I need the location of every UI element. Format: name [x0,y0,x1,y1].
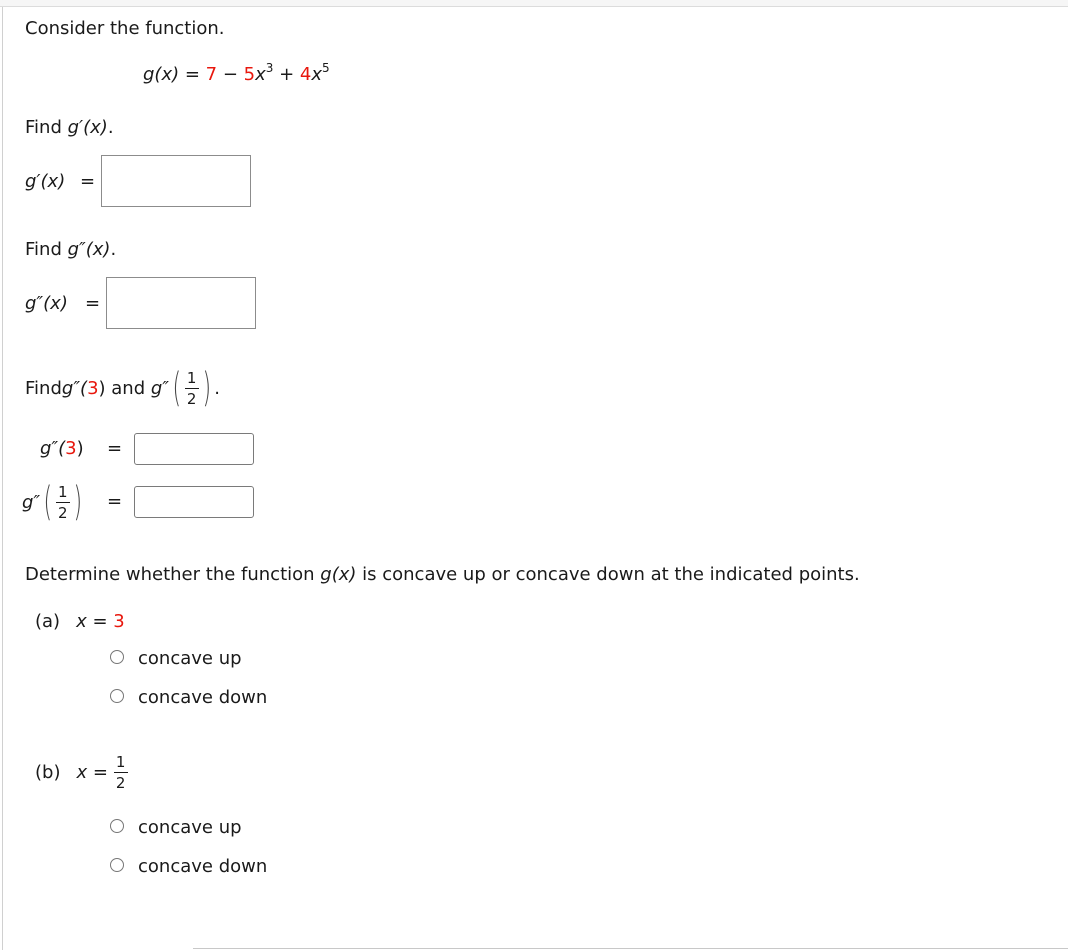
q3-prompt [25,366,220,410]
q3-period: . [214,377,220,399]
q2-prompt-math: g″(x) [67,239,111,260]
first-derivative-input[interactable] [101,155,251,207]
q2-prompt-text: Find [25,239,68,260]
q3-row1-label [40,438,84,459]
q3-row1-equals: = [107,438,123,459]
fraction-one-half [56,484,70,521]
numerator: 1 [57,482,68,501]
part-b-concave-up-radio[interactable] [110,819,124,833]
q1-prompt [25,117,114,138]
q2-label: g″(x) [25,293,68,314]
part-b-letter: (b) [35,761,61,783]
value-3: 3 [113,611,125,632]
part-a-label [35,611,125,632]
close-paren: ) [76,438,84,459]
q1-prompt-text: Find [25,117,68,138]
var-x: x [76,611,87,632]
equals-sign: = [87,761,114,783]
q3-g-double-prime: g″( [61,377,88,399]
right-paren: ) [202,365,211,411]
q3-row2-equals: = [107,491,123,512]
q3-prompt-text: Find [25,377,62,399]
q2-prompt-period: . [110,239,117,260]
plus-sign: + [273,64,300,85]
q2-prompt [25,239,116,260]
part-b-concave-down-radio[interactable] [110,858,124,872]
minus-sign: − [217,64,244,85]
q1-prompt-period: . [107,117,114,138]
part-b-label [35,752,128,792]
q1-equals: = [80,171,96,192]
q3-g-double-prime-2: g″ [150,377,170,399]
numerator: 1 [115,752,126,771]
left-paren: ( [172,365,182,411]
coef-constant: 7 [205,64,218,85]
coef-quintic: 4 [299,64,312,85]
function-lhs: g(x) [143,64,180,85]
coef-cubic: 5 [243,64,256,85]
var-x: x [76,761,88,783]
fraction-one-half [114,754,128,791]
q4-prompt-text-end: is concave up or concave down at the indicated points. [356,564,860,585]
denominator: 2 [57,503,68,522]
top-bar [0,0,1068,7]
part-b-concave-down-label[interactable]: concave down [138,856,268,877]
q3-close-paren: ) [98,377,106,399]
q3-row2-label [22,480,85,524]
function-definition [143,61,330,85]
part-a-letter: (a) [35,611,61,632]
left-paren: ( [43,479,53,525]
right-paren: ) [73,479,82,525]
q1-label: g′(x) [25,171,66,192]
denominator: 2 [186,389,197,408]
q3-and: and [105,377,151,399]
left-border [2,7,3,950]
q4-prompt-math: g(x) [320,564,357,585]
part-a-concave-down-radio[interactable] [110,689,124,703]
g-double-prime-at-3-input[interactable] [134,433,254,465]
exponent-3: 3 [265,61,274,75]
bottom-border [193,948,1068,949]
fraction-one-half [185,370,199,407]
q4-prompt-text: Determine whether the function [25,564,321,585]
q1-prompt-math: g′(x) [67,117,108,138]
var-x: x [255,64,266,85]
value-3: 3 [65,438,77,459]
second-derivative-input[interactable] [106,277,256,329]
equals-sign: = [179,64,206,85]
exponent-5: 5 [322,61,330,75]
q4-prompt [25,564,860,585]
part-a-concave-up-label[interactable]: concave up [138,648,242,669]
part-a-concave-down-label[interactable]: concave down [138,687,268,708]
var-x: x [311,64,323,85]
intro-text: Consider the function. [25,18,225,39]
g-double-prime: g″( [40,438,66,459]
denominator: 2 [115,773,126,792]
part-a-concave-up-radio[interactable] [110,650,124,664]
q2-equals: = [85,293,101,314]
numerator: 1 [186,368,197,387]
g-double-prime-at-half-input[interactable] [134,486,254,518]
g-double-prime: g″ [22,491,41,513]
equals-sign: = [86,611,114,632]
q3-value-3: 3 [87,377,99,399]
part-b-concave-up-label[interactable]: concave up [138,817,242,838]
